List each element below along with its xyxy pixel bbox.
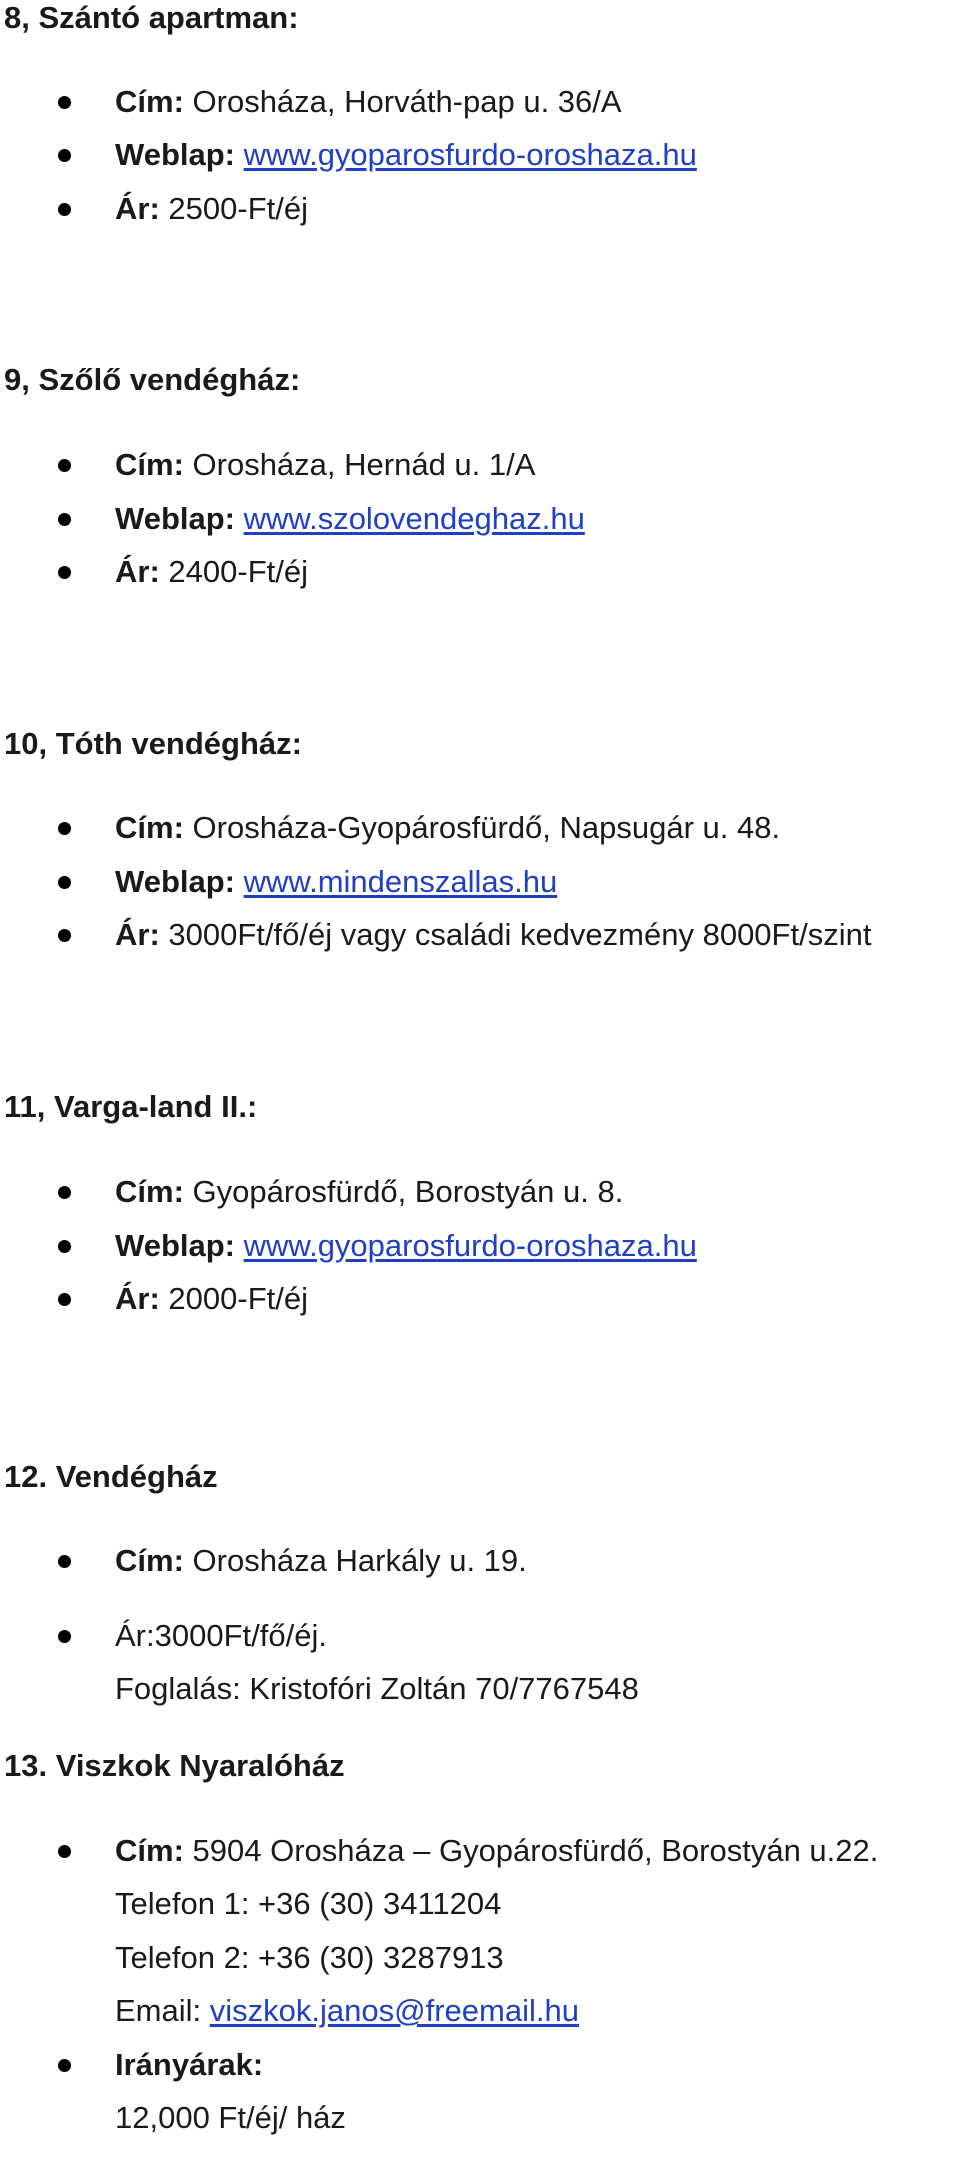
address-value: Orosháza Harkály u. 19. <box>192 1543 527 1578</box>
email-line <box>115 1991 579 2031</box>
address-line <box>115 808 780 848</box>
price-line <box>115 189 308 229</box>
address-label: Cím: <box>115 1833 184 1868</box>
address-label: Cím: <box>115 84 184 119</box>
bullet-icon <box>58 1240 71 1253</box>
email-link[interactable]: viszkok.janos@freemail.hu <box>209 1993 579 2028</box>
address-value: Orosháza, Hernád u. 1/A <box>192 447 536 482</box>
website-line <box>115 1226 697 1266</box>
price-line <box>115 915 871 955</box>
address-value: Gyopárosfürdő, Borostyán u. 8. <box>192 1174 624 1209</box>
address-line <box>115 1541 527 1581</box>
section-title-11: 11, Varga-land II.: <box>4 1089 258 1124</box>
bullet-icon <box>58 1555 71 1568</box>
address-line <box>115 82 622 122</box>
price-guide-label: Irányárak: <box>115 2047 264 2082</box>
bullet-icon <box>58 1186 71 1199</box>
price-guide-line <box>115 2045 263 2085</box>
address-line <box>115 445 535 485</box>
price-label: Ár: <box>115 554 160 589</box>
price-value: 2000-Ft/éj <box>168 1281 308 1316</box>
price-value: 3000Ft/fő/éj vagy családi kedvezmény 8000Ft/szint <box>168 917 872 952</box>
website-link[interactable]: www.gyoparosfurdo-oroshaza.hu <box>243 137 697 172</box>
bullet-icon <box>58 203 71 216</box>
bullet-icon <box>58 2059 71 2072</box>
section-title-10: 10, Tóth vendégház: <box>4 726 302 761</box>
price-text: Ár:3000Ft/fő/éj. <box>115 1618 327 1653</box>
website-link[interactable]: www.szolovendeghaz.hu <box>243 501 585 536</box>
address-value: Orosháza, Horváth-pap u. 36/A <box>192 84 622 119</box>
website-label: Weblap: <box>115 864 235 899</box>
address-line <box>115 1172 623 1212</box>
bullet-icon <box>58 929 71 942</box>
price-label: Ár: <box>115 917 160 952</box>
price-value: 2400-Ft/éj <box>168 554 308 589</box>
website-line <box>115 499 585 539</box>
section-title-9: 9, Szőlő vendégház: <box>4 362 301 397</box>
price-label: Ár: <box>115 191 160 226</box>
bullet-icon <box>58 1293 71 1306</box>
phone-1-line <box>115 1884 501 1924</box>
price-line <box>115 1616 327 1656</box>
section-title-8: 8, Szántó apartman: <box>4 0 299 35</box>
bullet-icon <box>58 822 71 835</box>
address-label: Cím: <box>115 447 184 482</box>
phone-2-line <box>115 1938 504 1978</box>
bullet-icon <box>58 1845 71 1858</box>
bullet-icon <box>58 876 71 889</box>
address-value: Orosháza-Gyopárosfürdő, Napsugár u. 48. <box>192 810 781 845</box>
website-label: Weblap: <box>115 137 235 172</box>
email-label: Email: <box>115 1993 202 2028</box>
bullet-icon <box>58 96 71 109</box>
bullet-icon <box>58 149 71 162</box>
price-value: 2500-Ft/éj <box>168 191 308 226</box>
booking-text: Foglalás: Kristofóri Zoltán 70/7767548 <box>115 1671 639 1706</box>
website-label: Weblap: <box>115 501 235 536</box>
price-guide-value-line <box>115 2098 346 2138</box>
booking-line <box>115 1669 639 1709</box>
price-line <box>115 1279 308 1319</box>
website-link[interactable]: www.gyoparosfurdo-oroshaza.hu <box>243 1228 697 1263</box>
bullet-icon <box>58 1630 71 1643</box>
bullet-icon <box>58 513 71 526</box>
address-value: 5904 Orosháza – Gyopárosfürdő, Borostyán u.22. <box>192 1833 879 1868</box>
website-line <box>115 135 697 175</box>
website-label: Weblap: <box>115 1228 235 1263</box>
price-label: Ár: <box>115 1281 160 1316</box>
website-line <box>115 862 557 902</box>
section-title-13: 13. Viszkok Nyaralóház <box>4 1748 345 1783</box>
phone-2-text: Telefon 2: +36 (30) 3287913 <box>115 1940 504 1975</box>
section-title-12: 12. Vendégház <box>4 1459 218 1494</box>
address-label: Cím: <box>115 1174 184 1209</box>
bullet-icon <box>58 566 71 579</box>
address-label: Cím: <box>115 1543 184 1578</box>
address-label: Cím: <box>115 810 184 845</box>
phone-1-text: Telefon 1: +36 (30) 3411204 <box>115 1886 502 1921</box>
website-link[interactable]: www.mindenszallas.hu <box>243 864 558 899</box>
price-guide-value: 12,000 Ft/éj/ ház <box>115 2100 346 2135</box>
bullet-icon <box>58 459 71 472</box>
address-line <box>115 1831 878 1871</box>
price-line <box>115 552 308 592</box>
